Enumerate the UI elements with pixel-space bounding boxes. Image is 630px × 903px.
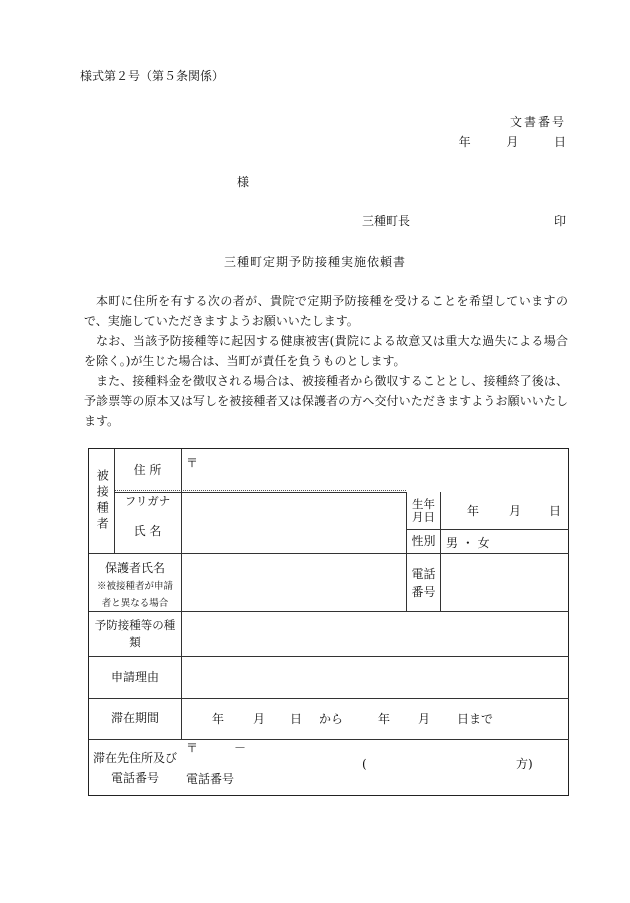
birth-date-value[interactable] <box>441 493 569 529</box>
birth-year: 年 <box>467 504 480 518</box>
stay-from-word: から <box>319 712 344 726</box>
care-of-open: ( <box>362 757 367 771</box>
document-title: 三種町定期予防接種実施依頼書 <box>223 255 406 269</box>
name-field[interactable] <box>182 513 405 552</box>
body-text <box>84 291 568 431</box>
paragraph-liability: なお、当該予防接種等に起因する健康被害(貴院による故意又は重大な過失による場合を除く。)が生じた場合は、当町が責任を負うものとします。 <box>84 334 568 368</box>
stay-from-year: 年 <box>212 712 225 726</box>
furigana-field[interactable] <box>182 493 405 511</box>
care-of-close: 方) <box>516 757 533 771</box>
guardian-name-field[interactable] <box>182 554 405 610</box>
application-table <box>88 448 569 796</box>
postal-mark: 〒 <box>186 456 199 470</box>
stay-to-year: 年 <box>378 712 391 726</box>
document-number-label: 文書番号 <box>509 115 566 129</box>
issue-date <box>459 136 566 148</box>
furigana-label: フリガナ <box>124 493 171 508</box>
birth-month: 月 <box>509 504 522 518</box>
date-month: 月 <box>506 135 519 149</box>
paragraph-request: 本町に住所を有する次の者が、貴院で定期予防接種を受けることを希望していますので、実施していただきますようお願いいたします。 <box>84 294 568 328</box>
guardian-label: 保護者氏名 <box>104 561 165 575</box>
stay-from-day: 日 <box>290 712 303 726</box>
paragraph-fees: また、接種料金を徴収される場合は、被接種者から徴収することとし、接種終了後は、予診票等の原本又は写しを被接種者又は保護者の方へ交付いただきますようお願いいたします。 <box>84 374 568 428</box>
address-field[interactable] <box>182 467 568 489</box>
stay-address-field[interactable] <box>182 740 568 796</box>
sex-options[interactable]: 男 ・ 女 <box>446 536 490 550</box>
guardian-note: ※被接種者が申請者と異なる場合 <box>96 581 173 610</box>
stay-address-label: 滞在先住所及び電話番号 <box>92 751 177 785</box>
stay-period-value[interactable] <box>182 699 568 739</box>
vaccine-type-field[interactable] <box>182 612 568 655</box>
date-day: 日 <box>553 135 566 149</box>
phone-field[interactable] <box>441 554 568 610</box>
name-label: 氏 名 <box>133 524 162 539</box>
address-label: 住 所 <box>133 462 162 477</box>
issuer-seal: 印 <box>553 214 566 228</box>
recipient-group-label: 被接種者 <box>95 469 110 533</box>
sex-label: 性別 <box>411 533 436 548</box>
date-year: 年 <box>458 135 471 149</box>
reason-field[interactable] <box>182 657 568 697</box>
stay-postal-mark: 〒 － <box>186 741 247 755</box>
birth-date-label: 生年月日 <box>412 497 435 524</box>
reason-label: 申請理由 <box>110 669 159 684</box>
stay-phone-label: 電話番号 <box>186 772 235 786</box>
form-label: 様式第２号（第５条関係） <box>80 69 225 83</box>
stay-to-day: 日まで <box>457 712 494 726</box>
issuer-name: 三種町長 <box>362 214 411 228</box>
birth-day: 日 <box>549 504 562 518</box>
stay-to-month: 月 <box>418 712 431 726</box>
recipient-suffix: 様 <box>237 175 250 189</box>
phone-label: 電話番号 <box>411 566 436 599</box>
stay-period-label: 滞在期間 <box>110 711 159 726</box>
vaccine-type-label: 予防接種等の種類 <box>94 617 176 649</box>
stay-from-month: 月 <box>253 712 266 726</box>
guardian-label-cell <box>89 553 181 611</box>
